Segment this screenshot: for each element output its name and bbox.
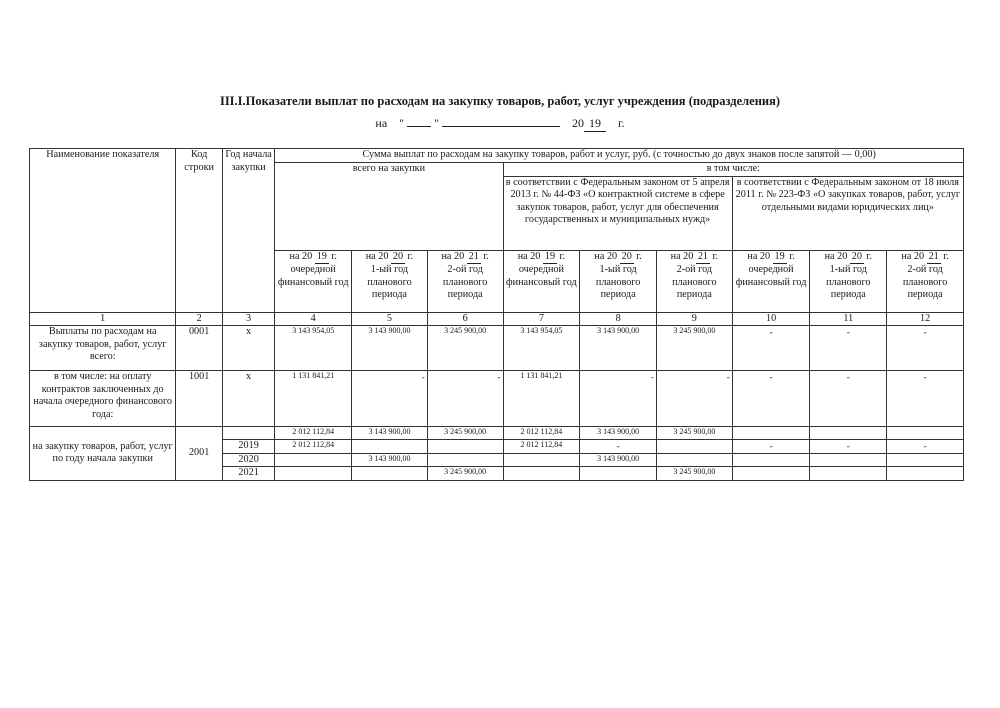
period-header: на 20 19 г. очередной финансовый год	[503, 250, 580, 312]
cell-value: 2 012 112,84	[275, 427, 352, 440]
date-suffix: г.	[617, 116, 625, 130]
cell-value: 2 012 112,84	[503, 440, 580, 454]
date-year-prefix: 20	[571, 116, 584, 130]
cell-value: 1 131 841,21	[503, 371, 580, 427]
cell-value: 3 143 900,00	[352, 427, 428, 440]
cell-value: 3 245 900,00	[656, 467, 732, 481]
col-number: 1	[30, 312, 176, 326]
cell-value	[427, 453, 503, 467]
cell-value: -	[580, 440, 657, 454]
cell-value	[580, 467, 657, 481]
quote-close: "	[434, 116, 439, 130]
cell-value	[887, 453, 964, 467]
cell-value	[810, 467, 887, 481]
row-name: в том числе: на оплату контрактов заключенных до начала очередного финансового года:	[30, 371, 176, 427]
cell-value: -	[580, 371, 657, 427]
row-year: 2019	[222, 440, 275, 454]
col-number: 7	[503, 312, 580, 326]
cell-value: -	[810, 326, 887, 371]
table-row	[30, 371, 964, 427]
period-header: на 20 20 г. 1-ый год планового периода	[810, 250, 887, 312]
row-year: x	[222, 326, 275, 371]
cell-value: 3 245 900,00	[427, 326, 503, 371]
cell-value: 3 143 954,05	[503, 326, 580, 371]
header-year-start: Год начала закупки	[222, 149, 275, 313]
col-number: 9	[656, 312, 732, 326]
col-number: 8	[580, 312, 657, 326]
cell-value: -	[732, 326, 810, 371]
cell-value: -	[887, 326, 964, 371]
cell-value: 3 143 900,00	[580, 326, 657, 371]
cell-value: 1 131 841,21	[275, 371, 352, 427]
cell-value: 3 143 954,05	[275, 326, 352, 371]
cell-value	[503, 453, 580, 467]
col-number: 6	[427, 312, 503, 326]
cell-value: -	[887, 440, 964, 454]
cell-value: 3 245 900,00	[427, 427, 503, 440]
cell-value	[275, 467, 352, 481]
row-year: x	[222, 371, 275, 427]
header-name: Наименование показателя	[30, 149, 176, 313]
date-line	[0, 116, 1000, 132]
cell-value	[656, 453, 732, 467]
cell-value: 3 143 900,00	[352, 453, 428, 467]
cell-value	[275, 453, 352, 467]
cell-value	[352, 467, 428, 481]
date-month	[442, 126, 560, 127]
cell-value	[887, 467, 964, 481]
header-code: Код строки	[176, 149, 222, 313]
header-incl: в том числе:	[503, 163, 963, 177]
table-row	[30, 326, 964, 371]
page-title: III.I.Показатели выплат по расходам на закупку товаров, работ, услуг учреждения (подразделения)	[219, 94, 781, 108]
cell-value	[732, 427, 810, 440]
cell-value: -	[427, 371, 503, 427]
cell-value	[732, 453, 810, 467]
col-number: 12	[887, 312, 964, 326]
cell-value: -	[656, 371, 732, 427]
cell-value	[887, 427, 964, 440]
row-name: Выплаты по расходам на закупку товаров, работ, услуг всего:	[30, 326, 176, 371]
header-fz223: в соответствии с Федеральным законом от 18 июля 2011 г. № 223-ФЗ «О закупках товаров, работ, услуг отдельными видами юридических лиц»	[732, 176, 963, 250]
header-total: всего на закупки	[275, 163, 503, 251]
cell-value	[427, 440, 503, 454]
cell-value: -	[352, 371, 428, 427]
cell-value: 2 012 112,84	[275, 440, 352, 454]
period-header: на 20 21 г. 2-ой год планового периода	[427, 250, 503, 312]
cell-value: -	[732, 440, 810, 454]
header-fz44: в соответствии с Федеральным законом от 5 апреля 2013 г. № 44-ФЗ «О контрактной системе в сфере закупок товаров, работ, услуг для обеспечения государственных и муниципальных нужд»	[503, 176, 732, 250]
cell-value: 3 143 900,00	[352, 326, 428, 371]
date-prefix: на	[375, 116, 388, 130]
cell-value	[503, 467, 580, 481]
cell-value	[352, 440, 428, 454]
col-number: 5	[352, 312, 428, 326]
cell-value	[732, 467, 810, 481]
cell-value: 3 245 900,00	[656, 427, 732, 440]
period-header: на 20 21 г. 2-ой год планового периода	[656, 250, 732, 312]
col-number: 11	[810, 312, 887, 326]
period-header: на 20 21 г. 2-ой год планового периода	[887, 250, 964, 312]
row-year: 2021	[222, 467, 275, 481]
row-code: 1001	[176, 371, 222, 427]
date-day	[407, 126, 431, 127]
cell-value	[810, 427, 887, 440]
cell-value: 3 245 900,00	[427, 467, 503, 481]
period-header: на 20 19 г. очередной финансовый год	[275, 250, 352, 312]
header-sum: Сумма выплат по расходам на закупку товаров, работ и услуг, руб. (с точностью до двух знаков после запятой — 0,00)	[275, 149, 964, 163]
cell-value	[810, 453, 887, 467]
quote-open: "	[399, 116, 405, 130]
row-code: 2001	[176, 427, 222, 481]
date-year: 19	[584, 116, 606, 132]
row-year: 2020	[222, 453, 275, 467]
cell-value: 3 143 900,00	[580, 453, 657, 467]
col-number: 4	[275, 312, 352, 326]
cell-value: 3 245 900,00	[656, 326, 732, 371]
period-header: на 20 20 г. 1-ый год планового периода	[352, 250, 428, 312]
col-number: 2	[176, 312, 222, 326]
period-header: на 20 20 г. 1-ый год планового периода	[580, 250, 657, 312]
row-year	[222, 427, 275, 440]
cell-value	[656, 440, 732, 454]
cell-value: 3 143 900,00	[580, 427, 657, 440]
col-number: 10	[732, 312, 810, 326]
row-name: на закупку товаров, работ, услуг по году начала закупки	[30, 427, 176, 481]
cell-value: -	[887, 371, 964, 427]
row-code: 0001	[176, 326, 222, 371]
cell-value: -	[732, 371, 810, 427]
cell-value: -	[810, 440, 887, 454]
cell-value: -	[810, 371, 887, 427]
payments-table	[29, 148, 964, 481]
period-header: на 20 19 г. очередной финансовый год	[732, 250, 810, 312]
cell-value: 2 012 112,84	[503, 427, 580, 440]
col-number: 3	[222, 312, 275, 326]
table-row	[30, 427, 964, 440]
